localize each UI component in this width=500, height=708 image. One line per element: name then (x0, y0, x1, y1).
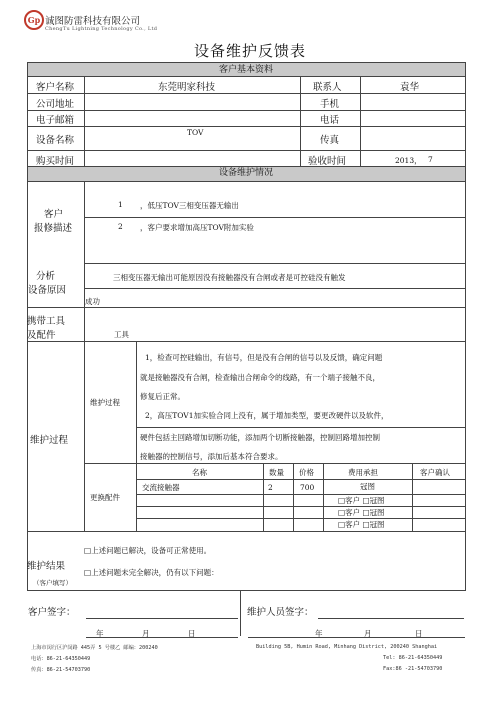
result-option-unresolved[interactable]: □上述问题未完全解决，仍有以下问题： (84, 568, 219, 577)
device-name-value: TOV (187, 128, 204, 137)
part-name: 交流接触器 (142, 483, 180, 492)
parts-header-price: 价格 (299, 468, 314, 477)
repair-label-line1: 客户 (44, 209, 64, 220)
tools-value: 工具 (114, 330, 129, 339)
email-label: 电子邮箱 (36, 115, 75, 126)
company-name-en: ChengTu Lightning Technology Co., Ltd (45, 26, 158, 32)
bearer-option-1[interactable]: □客户 □冠图 (338, 496, 385, 505)
maintenance-section-title: 设备维护情况 (218, 168, 273, 178)
bearer-option-2[interactable]: □客户 □冠图 (338, 508, 385, 517)
customer-date-day: 日 (188, 629, 196, 638)
customer-name-value: 东莞明家科技 (158, 82, 216, 93)
footer-address-en: Building 5B, Humin Road, Minhang District, 200240 Shanghai (256, 644, 438, 650)
process-line-3: 修复后正常。 (140, 392, 185, 401)
repair-item-2: ，客户要求增加高压TOV附加实验 (140, 223, 254, 232)
company-name-cn: 诚图防雷科技有限公司 (45, 16, 141, 27)
customer-signature-label: 客户签字： (28, 607, 76, 618)
parts-header-qty: 数量 (269, 468, 284, 477)
contact-label: 联系人 (313, 82, 342, 93)
part-qty: 2 (268, 483, 273, 492)
process-line-1: 1，检查可控硅输出，有信号，但是没有合闸的信号以及反馈，确定问题 (145, 353, 383, 362)
staff-signature-line[interactable] (318, 618, 464, 619)
staff-date-year: 年 (315, 629, 323, 638)
analysis-label-line1: 分析 (36, 271, 56, 282)
parts-header-confirm: 客户确认 (420, 468, 450, 477)
footer-address-cn: 上海市闵行区沪闵路 445弄 5 号楼乙 邮编：200240 (31, 645, 158, 651)
staff-signature-label: 维护人员签字： (247, 607, 314, 618)
staff-date-day: 日 (415, 629, 423, 638)
parts-label: 更换配件 (90, 493, 120, 502)
analysis-text-line1: 三相变压器无输出可能原因没有接触器没有合闸或者是可控硅没有触发 (113, 273, 346, 282)
accept-year: 2013， (395, 156, 422, 165)
process-line-2: 就是接触器没有合闸，检查输出合闸命令的线路，有一个端子接触不良， (140, 373, 380, 382)
repair-item-2-number: 2 (118, 222, 123, 231)
device-name-label: 设备名称 (36, 135, 75, 146)
parts-header-bearer: 费用承担 (348, 468, 378, 477)
tools-label-line2: 及配件 (27, 330, 56, 341)
bearer-option-3[interactable]: □客户 □冠图 (338, 520, 385, 529)
part-price: 700 (300, 483, 315, 492)
process-line-5: 硬件包括主回路增加切断功能，添加两个切断接触器，控制回路增加控制 (140, 433, 380, 442)
analysis-label-line2: 设备原因 (28, 285, 67, 296)
mobile-label: 手机 (320, 99, 340, 110)
footer-tel-cn: 电话：86-21-64350449 (31, 656, 91, 662)
fax-label: 传真 (320, 135, 340, 146)
part-bearer: 冠图 (360, 482, 375, 491)
analysis-text-line2: 成功 (85, 297, 100, 306)
customer-date-line[interactable] (86, 637, 238, 638)
process-label: 维护过程 (30, 435, 69, 446)
accept-month: 7 (428, 155, 433, 164)
address-label: 公司地址 (36, 99, 75, 110)
parts-header-name: 名称 (192, 468, 207, 477)
purchase-date-label: 购买时间 (36, 156, 75, 167)
repair-label-line2: 报修描述 (34, 223, 73, 234)
maintenance-section-header (27, 166, 465, 181)
process-line-4: 2，高压TOV1加实验合同上没有，属于增加类型，要更改硬件以及软件， (145, 411, 389, 420)
page-title: 设备维护反馈表 (193, 42, 306, 60)
company-logo: Gp (24, 10, 44, 30)
customer-name-label: 客户名称 (36, 82, 75, 93)
customer-section-title: 客户基本资料 (218, 65, 273, 75)
customer-section-header (27, 62, 465, 76)
result-label: 维护结果 (27, 561, 66, 572)
process-sub-label: 维护过程 (90, 398, 120, 407)
footer-fax-cn: 传真：86-21-54703790 (31, 667, 91, 673)
result-sub-label: （客户填写） (33, 579, 72, 587)
repair-item-1-number: 1 (118, 200, 123, 209)
phone-label: 电话 (320, 115, 340, 126)
result-option-resolved[interactable]: □上述问题已解决，设备可正常使用。 (84, 546, 212, 555)
customer-date-year: 年 (96, 629, 104, 638)
footer-tel-en: Tel: 86-21-64350449 (383, 655, 443, 661)
staff-date-month: 月 (364, 629, 372, 638)
tools-label-line1: 携带工具 (27, 316, 66, 327)
staff-date-line[interactable] (248, 637, 465, 638)
customer-date-month: 月 (142, 629, 150, 638)
process-line-6: 接触器的控制信号，添加后基本符合要求。 (140, 452, 283, 461)
footer-fax-en: Fax:86 -21-54703790 (383, 666, 443, 672)
contact-value: 袁华 (400, 82, 420, 93)
repair-item-1: ，低压TOV三相变压器无输出 (140, 201, 239, 210)
accept-date-label: 验收时间 (308, 156, 347, 167)
customer-signature-line[interactable] (86, 618, 238, 619)
